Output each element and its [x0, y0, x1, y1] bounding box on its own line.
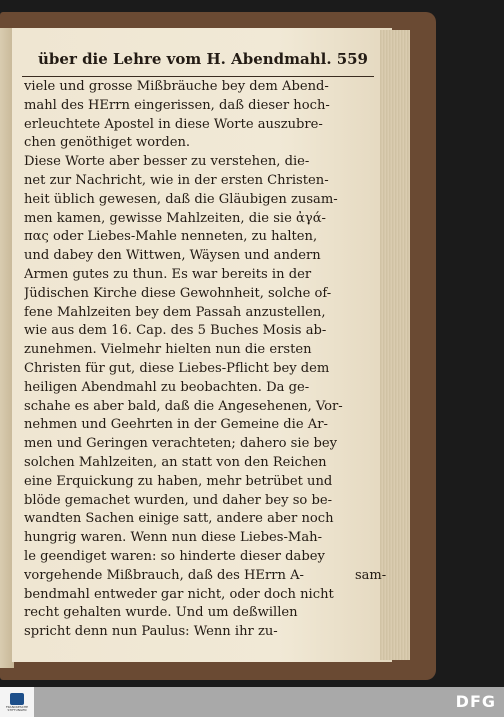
- text-line: recht gehalten wurde. Und um deßwillen: [24, 605, 298, 621]
- text-line: Diese Worte aber besser zu verstehen, die-: [24, 154, 310, 170]
- body-text: [24, 78, 376, 642]
- franckesche-stiftungen-logo[interactable]: [0, 687, 34, 717]
- text-line: le geendiget waren: so hinderte dieser dabey: [24, 548, 325, 564]
- text-line: πας oder Liebes-Mahle nenneten, zu halten,: [24, 229, 318, 245]
- text-line: spricht denn nun Paulus: Wenn ihr zu-: [24, 624, 278, 640]
- text-line: und dabey den Wittwen, Wäysen und andern: [24, 248, 321, 264]
- text-line: bendmahl entweder gar nicht, oder doch nicht: [24, 586, 334, 602]
- page-stack-edges: [380, 30, 410, 660]
- page-number: 559: [336, 50, 368, 68]
- text-line: vorgehende Mißbrauch, daß des HErrn A-: [24, 567, 304, 583]
- text-line: heit üblich gewesen, daß die Gläubigen zusam-: [24, 191, 338, 207]
- running-title: über die Lehre vom H. Abendmahl.: [38, 50, 332, 68]
- text-line: fene Mahlzeiten bey dem Passah anzustellen,: [24, 304, 326, 320]
- catchword: sam-: [355, 568, 387, 583]
- text-line: hungrig waren. Wenn nun diese Liebes-Mah-: [24, 530, 323, 546]
- text-line: chen genöthiget worden.: [24, 135, 191, 151]
- text-line: zunehmen. Vielmehr hielten nun die ersten: [24, 342, 312, 358]
- dfg-logo[interactable]: DFG: [455, 692, 496, 711]
- text-line: wandten Sachen einige satt, andere aber noch: [24, 511, 334, 527]
- running-header: [38, 50, 368, 72]
- text-line: Christen für gut, diese Liebes-Pflicht bey dem: [24, 360, 330, 376]
- text-line: erleuchtete Apostel in diese Worte auszubre-: [24, 116, 323, 132]
- text-line: Armen gutes zu thun. Es war bereits in der: [24, 266, 312, 282]
- text-line: mahl des HErrn eingerissen, daß dieser hoch-: [24, 97, 330, 113]
- header-rule: [22, 76, 374, 77]
- text-line: schahe es aber bald, daß die Angesehenen, Vor-: [24, 398, 343, 414]
- text-line: men und Geringen verachteten; dahero sie bey: [24, 436, 338, 452]
- text-line: net zur Nachricht, wie in der ersten Christen-: [24, 172, 329, 188]
- text-line: wie aus dem 16. Cap. des 5 Buches Mosis ab-: [24, 323, 327, 339]
- logo-mark-icon: [10, 693, 24, 705]
- text-line: nehmen und Geehrten in der Gemeine die Ar-: [24, 417, 328, 433]
- text-line: Jüdischen Kirche diese Gewohnheit, solche of-: [24, 285, 332, 301]
- text-line: eine Erquickung zu haben, mehr betrübet und: [24, 473, 333, 489]
- text-line: viele und grosse Mißbräuche bey dem Abend-: [24, 79, 329, 94]
- text-line: heiligen Abendmahl zu beobachten. Da ge-: [24, 379, 310, 395]
- text-line: men kamen, gewisse Mahlzeiten, die sie ἀγά-: [24, 210, 326, 226]
- viewer-footer: [0, 687, 504, 717]
- text-line: solchen Mahlzeiten, an statt von den Reichen: [24, 454, 327, 470]
- text-line: blöde gemachet wurden, und daher bey so be-: [24, 492, 333, 508]
- logo-text: FRANCKESCHE STIFTUNGEN: [5, 704, 29, 712]
